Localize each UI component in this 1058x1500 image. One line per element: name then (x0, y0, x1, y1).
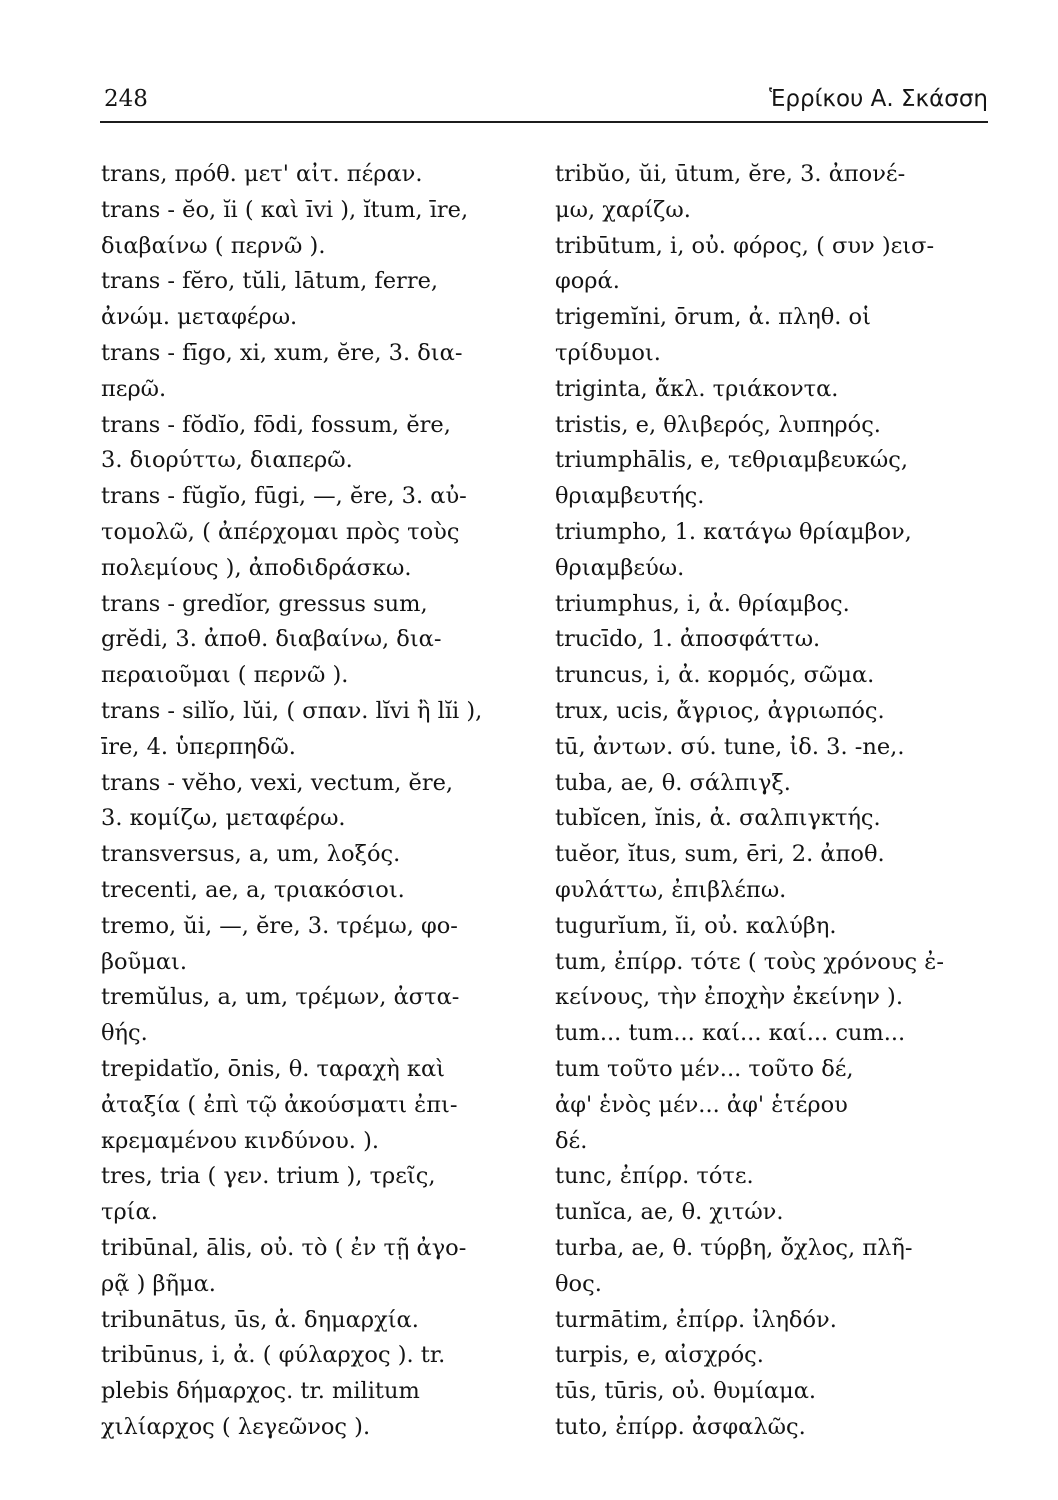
dictionary-line: ἀνώμ. μεταφέρω. (101, 304, 298, 331)
dictionary-line: turmātim, ἐπίρρ. ἰληδόν. (555, 1306, 837, 1333)
dictionary-line: trans - fīgo, xi, xum, ĕre, 3. δια- (101, 339, 463, 366)
dictionary-line: trecenti, ae, a, τριακόσιοι. (101, 876, 405, 903)
dictionary-line: trans - fŭgĭo, fūgi, —, ĕre, 3. αὐ- (101, 483, 467, 510)
dictionary-line: 3. διορύττω, διαπερῶ. (101, 447, 353, 474)
dictionary-line: τομολῶ, ( ἀπέρχομαι πρὸς τοὺς (101, 518, 460, 545)
dictionary-line: triginta, ἄκλ. τριάκοντα. (555, 375, 839, 402)
dictionary-line: χιλίαρχος ( λεγεῶνος ). (101, 1413, 371, 1440)
dictionary-line: trans - ĕo, ĭi ( καὶ īvi ), ĭtum, īre, (101, 196, 469, 223)
dictionary-line: tunĭca, ae, θ. χιτών. (555, 1199, 784, 1226)
dictionary-line: περαιοῦμαι ( περνῶ ). (101, 662, 349, 689)
dictionary-line: trucīdo, 1. ἀποσφάττω. (555, 626, 821, 653)
dictionary-line: πολεμίους ), ἀποδιδράσκω. (101, 554, 412, 581)
dictionary-line: μω, χαρίζω. (555, 196, 691, 223)
dictionary-line: κρεμαμένου κινδύνου. ). (101, 1127, 380, 1154)
dictionary-line: trepidatĭo, ōnis, θ. ταραχὴ καὶ (101, 1055, 445, 1082)
dictionary-line: tuba, ae, θ. σάλπιγξ. (555, 769, 791, 796)
dictionary-line: trans - fĕro, tŭli, lātum, ferre, (101, 268, 439, 295)
dictionary-line: trans - gredĭor, gressus sum, (101, 590, 428, 617)
dictionary-line: tum, ἐπίρρ. τότε ( τοὺς χρόνους ἐ- (555, 948, 944, 975)
right-column (555, 157, 985, 1446)
dictionary-line: tuĕor, ĭtus, sum, ēri, 2. ἀποθ. (555, 841, 885, 868)
dictionary-line: trux, ucis, ἄγριος, ἀγριωπός. (555, 697, 885, 724)
dictionary-line: tribūnal, ālis, οὐ. τὸ ( ἐν τῇ ἀγο- (101, 1234, 467, 1261)
dictionary-line: περῶ. (101, 375, 167, 402)
dictionary-line: transversus, a, um, λοξός. (101, 841, 401, 868)
dictionary-line: tum τοῦτο μέν... τοῦτο δέ, (555, 1055, 854, 1082)
dictionary-line: trigemĭni, ōrum, ἀ. πληθ. οἱ (555, 304, 871, 331)
dictionary-line: triumphālis, e, τεθριαμβευκώς, (555, 447, 909, 474)
dictionary-line: truncus, i, ἀ. κορμός, σῶμα. (555, 662, 875, 689)
dictionary-line: ρᾷ ) βῆμα. (101, 1270, 216, 1297)
dictionary-line: tribunātus, ūs, ἀ. δημαρχία. (101, 1306, 419, 1333)
dictionary-line: δέ. (555, 1127, 588, 1154)
dictionary-line: ἀφ' ἑνὸς μέν... ἀφ' ἑτέρου (555, 1091, 848, 1118)
dictionary-line: tribŭo, ŭi, ūtum, ĕre, 3. ἀπονέ- (555, 161, 906, 187)
dictionary-line: tugurĭum, ĭi, οὐ. καλύβη. (555, 912, 837, 939)
dictionary-line: ἀταξία ( ἐπὶ τῷ ἀκούσματι ἐπι- (101, 1091, 458, 1118)
dictionary-line: θριαμβεύω. (555, 554, 685, 581)
dictionary-line: triumpho, 1. κατάγω θρίαμβον, (555, 518, 912, 545)
dictionary-line: tribūnus, i, ἀ. ( φύλαρχος ). tr. (101, 1342, 446, 1369)
dictionary-line: tuto, ἐπίρρ. ἀσφαλῶς. (555, 1413, 806, 1440)
dictionary-line: 3. κομίζω, μεταφέρω. (101, 805, 346, 832)
page-number: 248 (104, 86, 148, 112)
dictionary-line: φορά. (555, 268, 620, 295)
dictionary-line: τρίδυμοι. (555, 339, 661, 366)
dictionary-line: τρία. (101, 1199, 158, 1226)
left-column (101, 157, 531, 1446)
dictionary-line: turpis, e, αἰσχρός. (555, 1342, 764, 1369)
dictionary-line: tres, tria ( γεν. trium ), τρεῖς, (101, 1163, 436, 1190)
dictionary-line: tunc, ἐπίρρ. τότε. (555, 1163, 754, 1190)
dictionary-line: tubĭcen, ĭnis, ἀ. σαλπιγκτής. (555, 805, 881, 832)
dictionary-line: trans - vĕho, vexi, vectum, ĕre, (101, 769, 454, 796)
dictionary-line: turba, ae, θ. τύρβη, ὄχλος, πλῆ- (555, 1234, 913, 1261)
dictionary-line: θής. (101, 1020, 148, 1047)
dictionary-line: tūs, tūris, οὐ. θυμίαμα. (555, 1378, 817, 1405)
dictionary-line: tribūtum, i, οὐ. φόρος, ( συν )εισ- (555, 232, 935, 259)
dictionary-line: triumphus, i, ἀ. θρίαμβος. (555, 590, 850, 617)
dictionary-line: tristis, e, θλιβερός, λυπηρός. (555, 411, 881, 438)
dictionary-line: βοῦμαι. (101, 948, 188, 975)
dictionary-line: tū, ἀντων. σύ. tune, ἰδ. 3. -ne,. (555, 733, 905, 760)
dictionary-line: φυλάττω, ἐπιβλέπω. (555, 876, 787, 903)
dictionary-line: trans, πρόθ. μετ' αἰτ. πέραν. (101, 161, 423, 187)
dictionary-line: κείνους, τὴν ἐποχὴν ἐκείνην ). (555, 984, 903, 1011)
dictionary-line: trans - fŏdĭo, fōdi, fossum, ĕre, (101, 411, 451, 438)
dictionary-line: θριαμβευτής. (555, 483, 705, 510)
dictionary-line: īre, 4. ὑπερπηδῶ. (101, 733, 296, 760)
dictionary-line: grĕdi, 3. ἀποθ. διαβαίνω, δια- (101, 626, 442, 653)
dictionary-line: θος. (555, 1270, 602, 1297)
page-header (100, 82, 988, 122)
dictionary-line: plebis δήμαρχος. tr. militum (101, 1378, 420, 1405)
dictionary-line: tum... tum... καί... καί... cum... (555, 1020, 906, 1047)
dictionary-line: διαβαίνω ( περνῶ ). (101, 232, 326, 259)
dictionary-line: trans - silĭo, lŭi, ( σπαν. lĭvi ἢ lĭi ), (101, 697, 483, 724)
header-rule (100, 121, 988, 123)
dictionary-line: tremŭlus, a, um, τρέμων, ἀστα- (101, 984, 460, 1011)
running-title: Ἑρρίκου Α. Σκάσση (769, 86, 988, 112)
dictionary-line: tremo, ŭi, —, ĕre, 3. τρέμω, φο- (101, 912, 458, 939)
